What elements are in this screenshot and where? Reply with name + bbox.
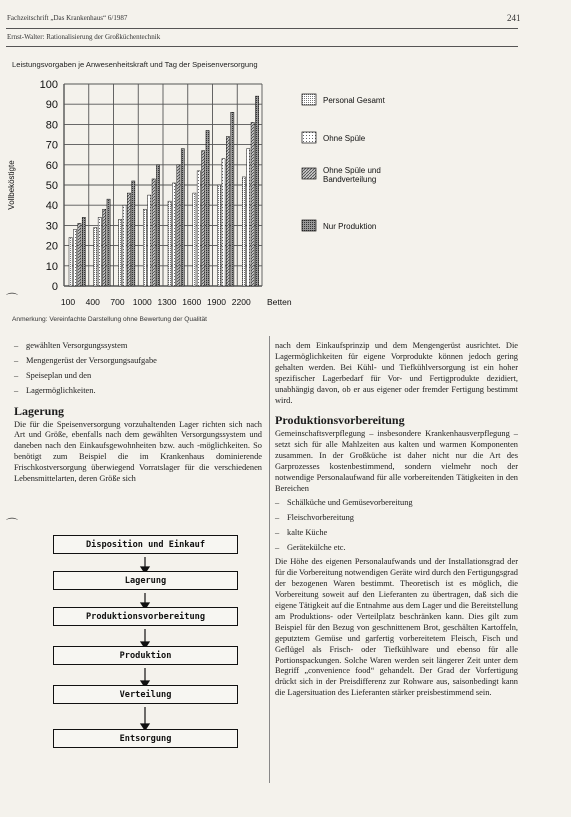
y-tick-label: 0 xyxy=(51,281,58,293)
y-tick-label: 50 xyxy=(45,180,58,192)
y-tick-label: 10 xyxy=(45,260,58,273)
list-item: – Gerätekülche etc. xyxy=(275,543,518,554)
x-tick-label: 400 xyxy=(85,297,100,307)
y-axis-label: Vollbeköstigte xyxy=(7,160,16,210)
chart-title: Leistungsvorgaben je Anwesenheitskraft und Tag der Speisenversorgung xyxy=(12,60,258,69)
list-item: – Schälküche und Gemüsevorbereitung xyxy=(275,498,518,509)
chart-note: Anmerkung: Vereinfachte Darstellung ohne Bewertung der Qualität xyxy=(12,316,207,323)
flow-step-produktion: Produktion xyxy=(53,646,238,665)
x-tick-label: 100 xyxy=(60,297,76,307)
scan-mark-icon: ⌒ xyxy=(6,517,19,531)
paragraph: nach dem Einkaufsprinzip und dem Mengengerüst ausrichtet. Die Lagermöglichkeiten für eigene Vorprodukte können jedoch gering gehalten werden. Bei Kühl- und Tiefkühlversorgung ist ein hoher spezifischer Lagerbedarf für Vor- und Fertigprodukte dezidiert, unabhängig davon, ob er aus eigener oder fremder Fertigung bestimmt wird. xyxy=(275,341,518,405)
y-tick-label: 90 xyxy=(45,99,58,112)
flow-step-entsorgung: Entsorgung xyxy=(53,729,238,748)
x-tick-label: 2200 xyxy=(231,297,251,307)
legend-label: Personal Gesamt xyxy=(323,96,385,105)
paragraph: Die Höhe des eigenen Personalaufwands und der Installationsgrad der für die Vorbereitung notwendigen Geräte wird durch den Fertigungsgrad der bezogenen Waren bestimmt. Theoretisch ist es möglich, die Vorbereitung soweit auf den Lieferanten zu übertragen, daß sich die eigene Tätigkeit auf die Entnahme aus dem Lager und die Bereitstellung am Produktions- oder Verteilplatz beschränken kann. Dies gilt zum Beispiel für den Bezug von geschnittenem Brot, geschälten Kartoffeln, geputztem Gemüse und garfertig vorbereitetem Fleisch, Fisch und Geflügel als Frisch- oder Tiefkühlware und ebenso für alle Portionspackungen. Solche Waren werden seit längerer Zeit unter dem Begriff „convenience food“ gehandelt. Der Grad der Vorfertigung drückt sich in der Preisdifferenz zur Rohware aus, saisonbedingt kann die Lagersituation des Lieferanten stärker preisbestimmend sein. xyxy=(275,557,518,698)
list-item: – Fleischvorbereitung xyxy=(275,513,518,524)
y-tick-label: 60 xyxy=(45,159,58,172)
scan-mark-icon: ⌒ xyxy=(6,292,19,306)
section-heading: Lagerung xyxy=(14,403,65,418)
paragraph: Die für die Speisenversorgung vorzuhaltenden Lager richten sich nach Art und Größe, ebenfalls nach dem gewählten Versorgungssystem und daneben nach den Einkaufsgewohnheiten bzw. auch -möglichkeiten. So benötigt zum Beispiel die im Krankenhaus dominierende Frischkostversorgung überwiegend Vorratslager für die verschiedenen Lebensmittelarten, deren Größe sich xyxy=(14,419,262,484)
right-column xyxy=(275,341,518,699)
legend-label: Ohne Spüle xyxy=(323,134,366,143)
column-divider xyxy=(269,336,270,783)
paragraph: Gemeinschaftsverpflegung – insbesondere Krankenhausverpflegung – setzt sich für alle Mahlzeiten aus kalten und warmen Komponenten zusammen. In der Großküche ist daher nicht nur die Art des Garprozesses kostenbestimmend, sondern vielmehr noch der notwendige Personalaufwand für alle vorbereitenden Tätigkeiten in den Bereichen xyxy=(275,429,518,493)
journal-title: Fachzeitschrift „Das Krankenhaus“ 6/1987 xyxy=(7,14,128,22)
x-tick-label: 1600 xyxy=(182,297,202,307)
y-tick-label: 100 xyxy=(39,79,58,91)
list-item: – Lagermöglichkeiten. xyxy=(14,386,262,397)
legend-label: Ohne Spüle und xyxy=(323,166,381,175)
legend-label: Nur Produktion xyxy=(323,222,377,231)
page-number: 241 xyxy=(507,13,521,23)
x-tick-label: 700 xyxy=(110,297,125,307)
list-item: – Speiseplan und den xyxy=(14,371,262,382)
article-authors: Ernst-Walter: Rationalisierung der Großküchentechnik xyxy=(7,33,161,41)
y-tick-label: 70 xyxy=(45,139,58,152)
x-tick-label: 1300 xyxy=(157,297,177,307)
y-tick-label: 20 xyxy=(45,240,58,253)
y-tick-label: 80 xyxy=(45,119,58,132)
section-heading: Produktionsvorbereitung xyxy=(275,413,405,428)
flow-step-disposition: Disposition und Einkauf xyxy=(53,535,238,554)
list-item: – kalte Küche xyxy=(275,528,518,539)
legend-label: Bandverteilung xyxy=(323,175,377,184)
list-item: – gewählten Versorgungssystem xyxy=(14,341,262,352)
flow-step-verteilung: Verteilung xyxy=(53,685,238,704)
y-tick-label: 40 xyxy=(45,200,58,213)
flow-step-produktionsvorbereitung: Produktionsvorbereitung xyxy=(53,607,238,626)
x-tick-label: 1000 xyxy=(132,297,152,307)
y-tick-label: 30 xyxy=(45,220,58,233)
x-axis-label: Betten xyxy=(267,297,292,307)
list-item: – Mengengerüst der Versorgungsaufgabe xyxy=(14,356,262,367)
x-tick-label: 1900 xyxy=(207,297,226,307)
flow-step-lagerung: Lagerung xyxy=(53,571,238,590)
